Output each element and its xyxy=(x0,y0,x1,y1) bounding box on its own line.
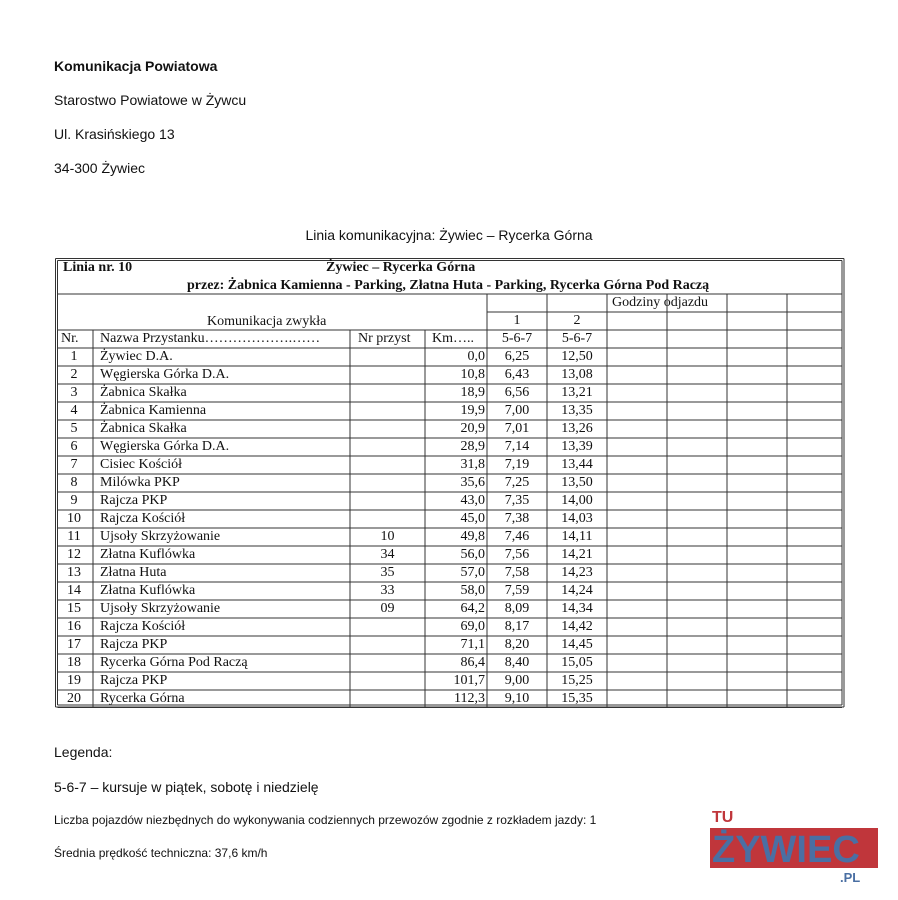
cell-departure-2: 13,21 xyxy=(561,385,593,400)
cell-nr: 7 xyxy=(70,457,78,472)
col-header-km: Km….. xyxy=(432,331,474,346)
city-address: 34-300 Żywiec xyxy=(54,160,146,176)
cell-nr: 5 xyxy=(70,421,78,436)
cell-departure-2: 14,42 xyxy=(561,619,593,634)
cell-departure-1: 7,59 xyxy=(504,583,530,598)
vehicles-note: Liczba pojazdów niezbędnych do wykonywania codziennych przewozów zgodnie z rozkładem jazdy: 1 xyxy=(54,813,597,827)
legend-item: 5-6-7 – kursuje w piątek, sobotę i niedzielę xyxy=(54,779,319,795)
cell-departure-2: 13,44 xyxy=(561,457,593,472)
cell-departure-1: 7,01 xyxy=(504,421,530,436)
cell-stop-name: Złatna Huta xyxy=(100,565,167,580)
cell-km: 58,0 xyxy=(460,583,485,598)
cell-departure-1: 8,17 xyxy=(504,619,530,634)
cell-departure-1: 7,35 xyxy=(504,493,530,508)
cell-departure-2: 13,35 xyxy=(561,403,593,418)
col-header-stop-number: Nr przyst xyxy=(358,331,411,346)
cell-departure-1: 9,10 xyxy=(504,691,530,706)
cell-departure-2: 13,08 xyxy=(561,367,593,382)
cell-departure-1: 9,00 xyxy=(504,673,530,688)
cell-nr: 1 xyxy=(70,349,78,364)
cell-departure-1: 7,46 xyxy=(504,529,530,544)
logo-suffix-text: .PL xyxy=(840,870,861,884)
cell-km: 49,8 xyxy=(460,529,485,544)
cell-departure-2: 13,50 xyxy=(561,475,593,490)
cell-km: 31,8 xyxy=(460,457,485,472)
cell-departure-2: 14,34 xyxy=(561,601,593,616)
cell-stop-name: Złatna Kuflówka xyxy=(100,583,196,598)
cell-km: 69,0 xyxy=(460,619,485,634)
cell-km: 0,0 xyxy=(467,349,485,364)
cell-stop-name: Milówka PKP xyxy=(100,475,180,490)
cell-departure-1: 7,19 xyxy=(504,457,530,472)
street-address: Ul. Krasińskiego 13 xyxy=(54,126,175,142)
cell-departure-1: 7,56 xyxy=(504,547,530,562)
cell-departure-2: 12,50 xyxy=(561,349,593,364)
course-2-number: 2 xyxy=(573,313,581,328)
org-name: Komunikacja Powiatowa xyxy=(54,58,218,74)
col-header-nr: Nr. xyxy=(61,331,79,346)
cell-departure-2: 14,00 xyxy=(561,493,593,508)
cell-stop-name: Żabnica Skałka xyxy=(100,421,187,436)
cell-departure-2: 13,39 xyxy=(561,439,593,454)
logo-top-text: TU xyxy=(712,809,734,826)
cell-km: 18,9 xyxy=(460,385,485,400)
course-1-number: 1 xyxy=(513,313,521,328)
cell-nr: 12 xyxy=(67,547,81,562)
cell-km: 57,0 xyxy=(460,565,485,580)
cell-nr: 18 xyxy=(67,655,81,670)
cell-departure-1: 6,25 xyxy=(504,349,530,364)
col-header-stop-name: Nazwa Przystanku……………….…… xyxy=(100,331,321,346)
cell-stop-name: Rycerka Górna xyxy=(100,691,185,706)
cell-departure-2: 14,21 xyxy=(561,547,593,562)
cell-stop-number: 10 xyxy=(380,529,395,544)
cell-departure-2: 14,03 xyxy=(561,511,593,526)
departures-header: Godziny odjazdu xyxy=(612,295,709,310)
cell-departure-2: 14,23 xyxy=(561,565,593,580)
cell-nr: 4 xyxy=(70,403,78,418)
line-number: Linia nr. 10 xyxy=(63,260,133,275)
cell-stop-number: 34 xyxy=(380,547,395,562)
cell-stop-name: Węgierska Górka D.A. xyxy=(100,439,230,454)
cell-nr: 15 xyxy=(67,601,81,616)
cell-km: 56,0 xyxy=(460,547,485,562)
cell-km: 20,9 xyxy=(460,421,485,436)
cell-km: 101,7 xyxy=(453,673,485,688)
cell-nr: 8 xyxy=(70,475,78,490)
cell-km: 10,8 xyxy=(460,367,485,382)
cell-nr: 6 xyxy=(70,439,78,454)
cell-departure-1: 8,09 xyxy=(504,601,530,616)
cell-stop-name: Rajcza Kościół xyxy=(100,619,186,634)
cell-departure-2: 14,24 xyxy=(561,583,593,598)
cell-km: 43,0 xyxy=(460,493,485,508)
cell-km: 28,9 xyxy=(460,439,485,454)
cell-stop-name: Żywiec D.A. xyxy=(100,349,173,364)
cell-km: 45,0 xyxy=(460,511,485,526)
cell-km: 19,9 xyxy=(460,403,485,418)
cell-stop-name: Rycerka Górna Pod Raczą xyxy=(100,655,248,670)
cell-departure-2: 15,05 xyxy=(561,655,593,670)
cell-stop-name: Żabnica Kamienna xyxy=(100,403,207,418)
cell-departure-1: 8,20 xyxy=(504,637,530,652)
cell-departure-1: 7,14 xyxy=(504,439,530,454)
col-header-days-2: 5-6-7 xyxy=(561,331,593,346)
cell-nr: 13 xyxy=(67,565,81,580)
cell-departure-2: 13,26 xyxy=(561,421,593,436)
cell-nr: 10 xyxy=(67,511,81,526)
cell-departure-2: 15,35 xyxy=(561,691,593,706)
cell-stop-number: 09 xyxy=(380,601,395,616)
cell-stop-name: Cisiec Kościół xyxy=(100,457,183,472)
cell-stop-name: Węgierska Górka D.A. xyxy=(100,367,230,382)
cell-departure-2: 14,45 xyxy=(561,637,593,652)
office-name: Starostwo Powiatowe w Żywcu xyxy=(54,92,247,108)
cell-stop-name: Ujsoły Skrzyżowanie xyxy=(100,529,221,544)
cell-stop-number: 33 xyxy=(380,583,395,598)
cell-departure-1: 6,56 xyxy=(504,385,530,400)
cell-stop-name: Rajcza Kościół xyxy=(100,511,186,526)
logo-main-text: ŻYWIEC xyxy=(712,829,860,871)
route-via: przez: Żabnica Kamienna - Parking, Złatna Huta - Parking, Rycerka Górna Pod Raczą xyxy=(187,278,710,293)
service-type: Komunikacja zwykła xyxy=(207,314,327,329)
route-name: Żywiec – Rycerka Górna xyxy=(326,260,476,275)
cell-departure-1: 7,25 xyxy=(504,475,530,490)
cell-nr: 14 xyxy=(67,583,81,598)
col-header-days-1: 5-6-7 xyxy=(501,331,533,346)
tuzywiec-logo xyxy=(710,806,878,884)
cell-nr: 11 xyxy=(67,529,81,544)
cell-nr: 19 xyxy=(67,673,81,688)
cell-stop-name: Rajcza PKP xyxy=(100,493,168,508)
line-title: Linia komunikacyjna: Żywiec – Rycerka Górna xyxy=(305,227,593,243)
cell-departure-1: 7,58 xyxy=(504,565,530,580)
cell-km: 64,2 xyxy=(460,601,485,616)
cell-departure-1: 7,38 xyxy=(504,511,530,526)
cell-km: 35,6 xyxy=(460,475,485,490)
cell-nr: 16 xyxy=(67,619,81,634)
cell-stop-name: Złatna Kuflówka xyxy=(100,547,196,562)
cell-stop-number: 35 xyxy=(380,565,395,580)
cell-nr: 2 xyxy=(70,367,78,382)
cell-departure-2: 14,11 xyxy=(561,529,593,544)
timetable xyxy=(55,258,845,708)
cell-departure-1: 8,40 xyxy=(504,655,530,670)
speed-note: Średnia prędkość techniczna: 37,6 km/h xyxy=(54,846,268,860)
cell-nr: 9 xyxy=(70,493,78,508)
cell-stop-name: Rajcza PKP xyxy=(100,673,168,688)
cell-stop-name: Rajcza PKP xyxy=(100,637,168,652)
cell-departure-2: 15,25 xyxy=(561,673,593,688)
cell-km: 86,4 xyxy=(460,655,485,670)
cell-nr: 17 xyxy=(67,637,81,652)
cell-stop-name: Ujsoły Skrzyżowanie xyxy=(100,601,221,616)
legend-title: Legenda: xyxy=(54,744,113,760)
cell-nr: 3 xyxy=(70,385,78,400)
cell-km: 112,3 xyxy=(454,691,485,706)
cell-departure-1: 6,43 xyxy=(504,367,530,382)
cell-nr: 20 xyxy=(67,691,81,706)
cell-stop-name: Żabnica Skałka xyxy=(100,385,187,400)
cell-departure-1: 7,00 xyxy=(504,403,530,418)
cell-km: 71,1 xyxy=(460,637,485,652)
